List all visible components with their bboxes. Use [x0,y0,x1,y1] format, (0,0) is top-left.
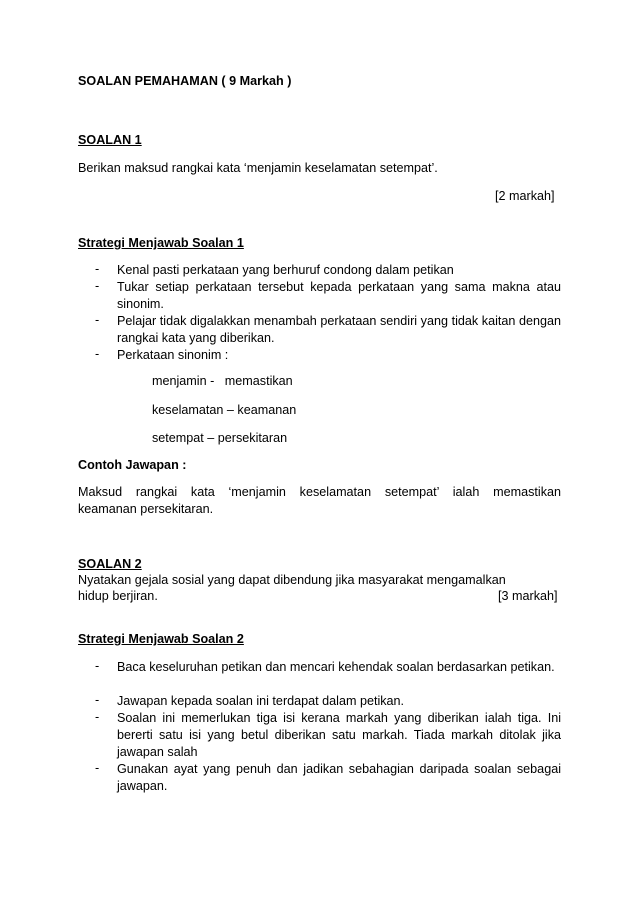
bullet-dash: - [95,347,100,361]
q2-strategy-title: Strategi Menjawab Soalan 2 [78,632,244,646]
q2-bullet-1: Baca keseluruhan petikan dan mencari kehendak soalan berdasarkan petikan. [117,660,555,674]
q2-bullet-3: Soalan ini memerlukan tiga isi kerana markah yang diberikan ialah tiga. Ini bererti satu isi yang betul diberikan satu markah. Tiada markah ditolak jika jawapan salah [117,711,561,759]
bullet-dash: - [95,761,100,775]
bullet-dash: - [95,279,100,293]
q2-title: SOALAN 2 [78,557,142,571]
synonym-3: setempat – persekitaran [152,431,288,445]
q1-question: Berikan maksud rangkai kata ‘menjamin keselamatan setempat’. [78,161,438,175]
q1-answer-title: Contoh Jawapan : [78,458,187,472]
q1-bullet-2: Tukar setiap perkataan tersebut kepada perkataan yang sama makna atau sinonim. [117,280,561,311]
q1-title: SOALAN 1 [78,133,142,147]
q2-marks: [3 markah] [498,589,558,603]
q1-marks: [2 markah] [495,189,555,203]
synonym-1: menjamin - memastikan [152,374,293,388]
q1-answer-line1: Maksud rangkai kata ‘menjamin keselamatan setempat’ ialah memastikan [78,485,561,499]
q1-bullet-3: Pelajar tidak digalakkan menambah perkataan sendiri yang tidak kaitan dengan rangkai kata yang diberikan. [117,314,561,345]
bullet-dash: - [95,313,100,327]
synonym-2: keselamatan – keamanan [152,403,297,417]
q2-question-line1: Nyatakan gejala sosial yang dapat dibendung jika masyarakat mengamalkan [78,573,506,587]
bullet-dash: - [95,262,100,276]
q2-question-line2: hidup berjiran. [78,589,158,603]
page-heading: SOALAN PEMAHAMAN ( 9 Markah ) [78,74,292,88]
q2-bullet-4: Gunakan ayat yang penuh dan jadikan sebahagian daripada soalan sebagai jawapan. [117,762,561,793]
bullet-dash: - [95,693,100,707]
bullet-dash: - [95,710,100,724]
q1-bullet-1: Kenal pasti perkataan yang berhuruf condong dalam petikan [117,263,454,277]
q1-answer-line2: keamanan persekitaran. [78,502,214,516]
q1-bullet-4: Perkataan sinonim : [117,348,229,362]
bullet-dash: - [95,659,100,673]
q1-strategy-title: Strategi Menjawab Soalan 1 [78,236,244,250]
q2-bullet-2: Jawapan kepada soalan ini terdapat dalam petikan. [117,694,405,708]
